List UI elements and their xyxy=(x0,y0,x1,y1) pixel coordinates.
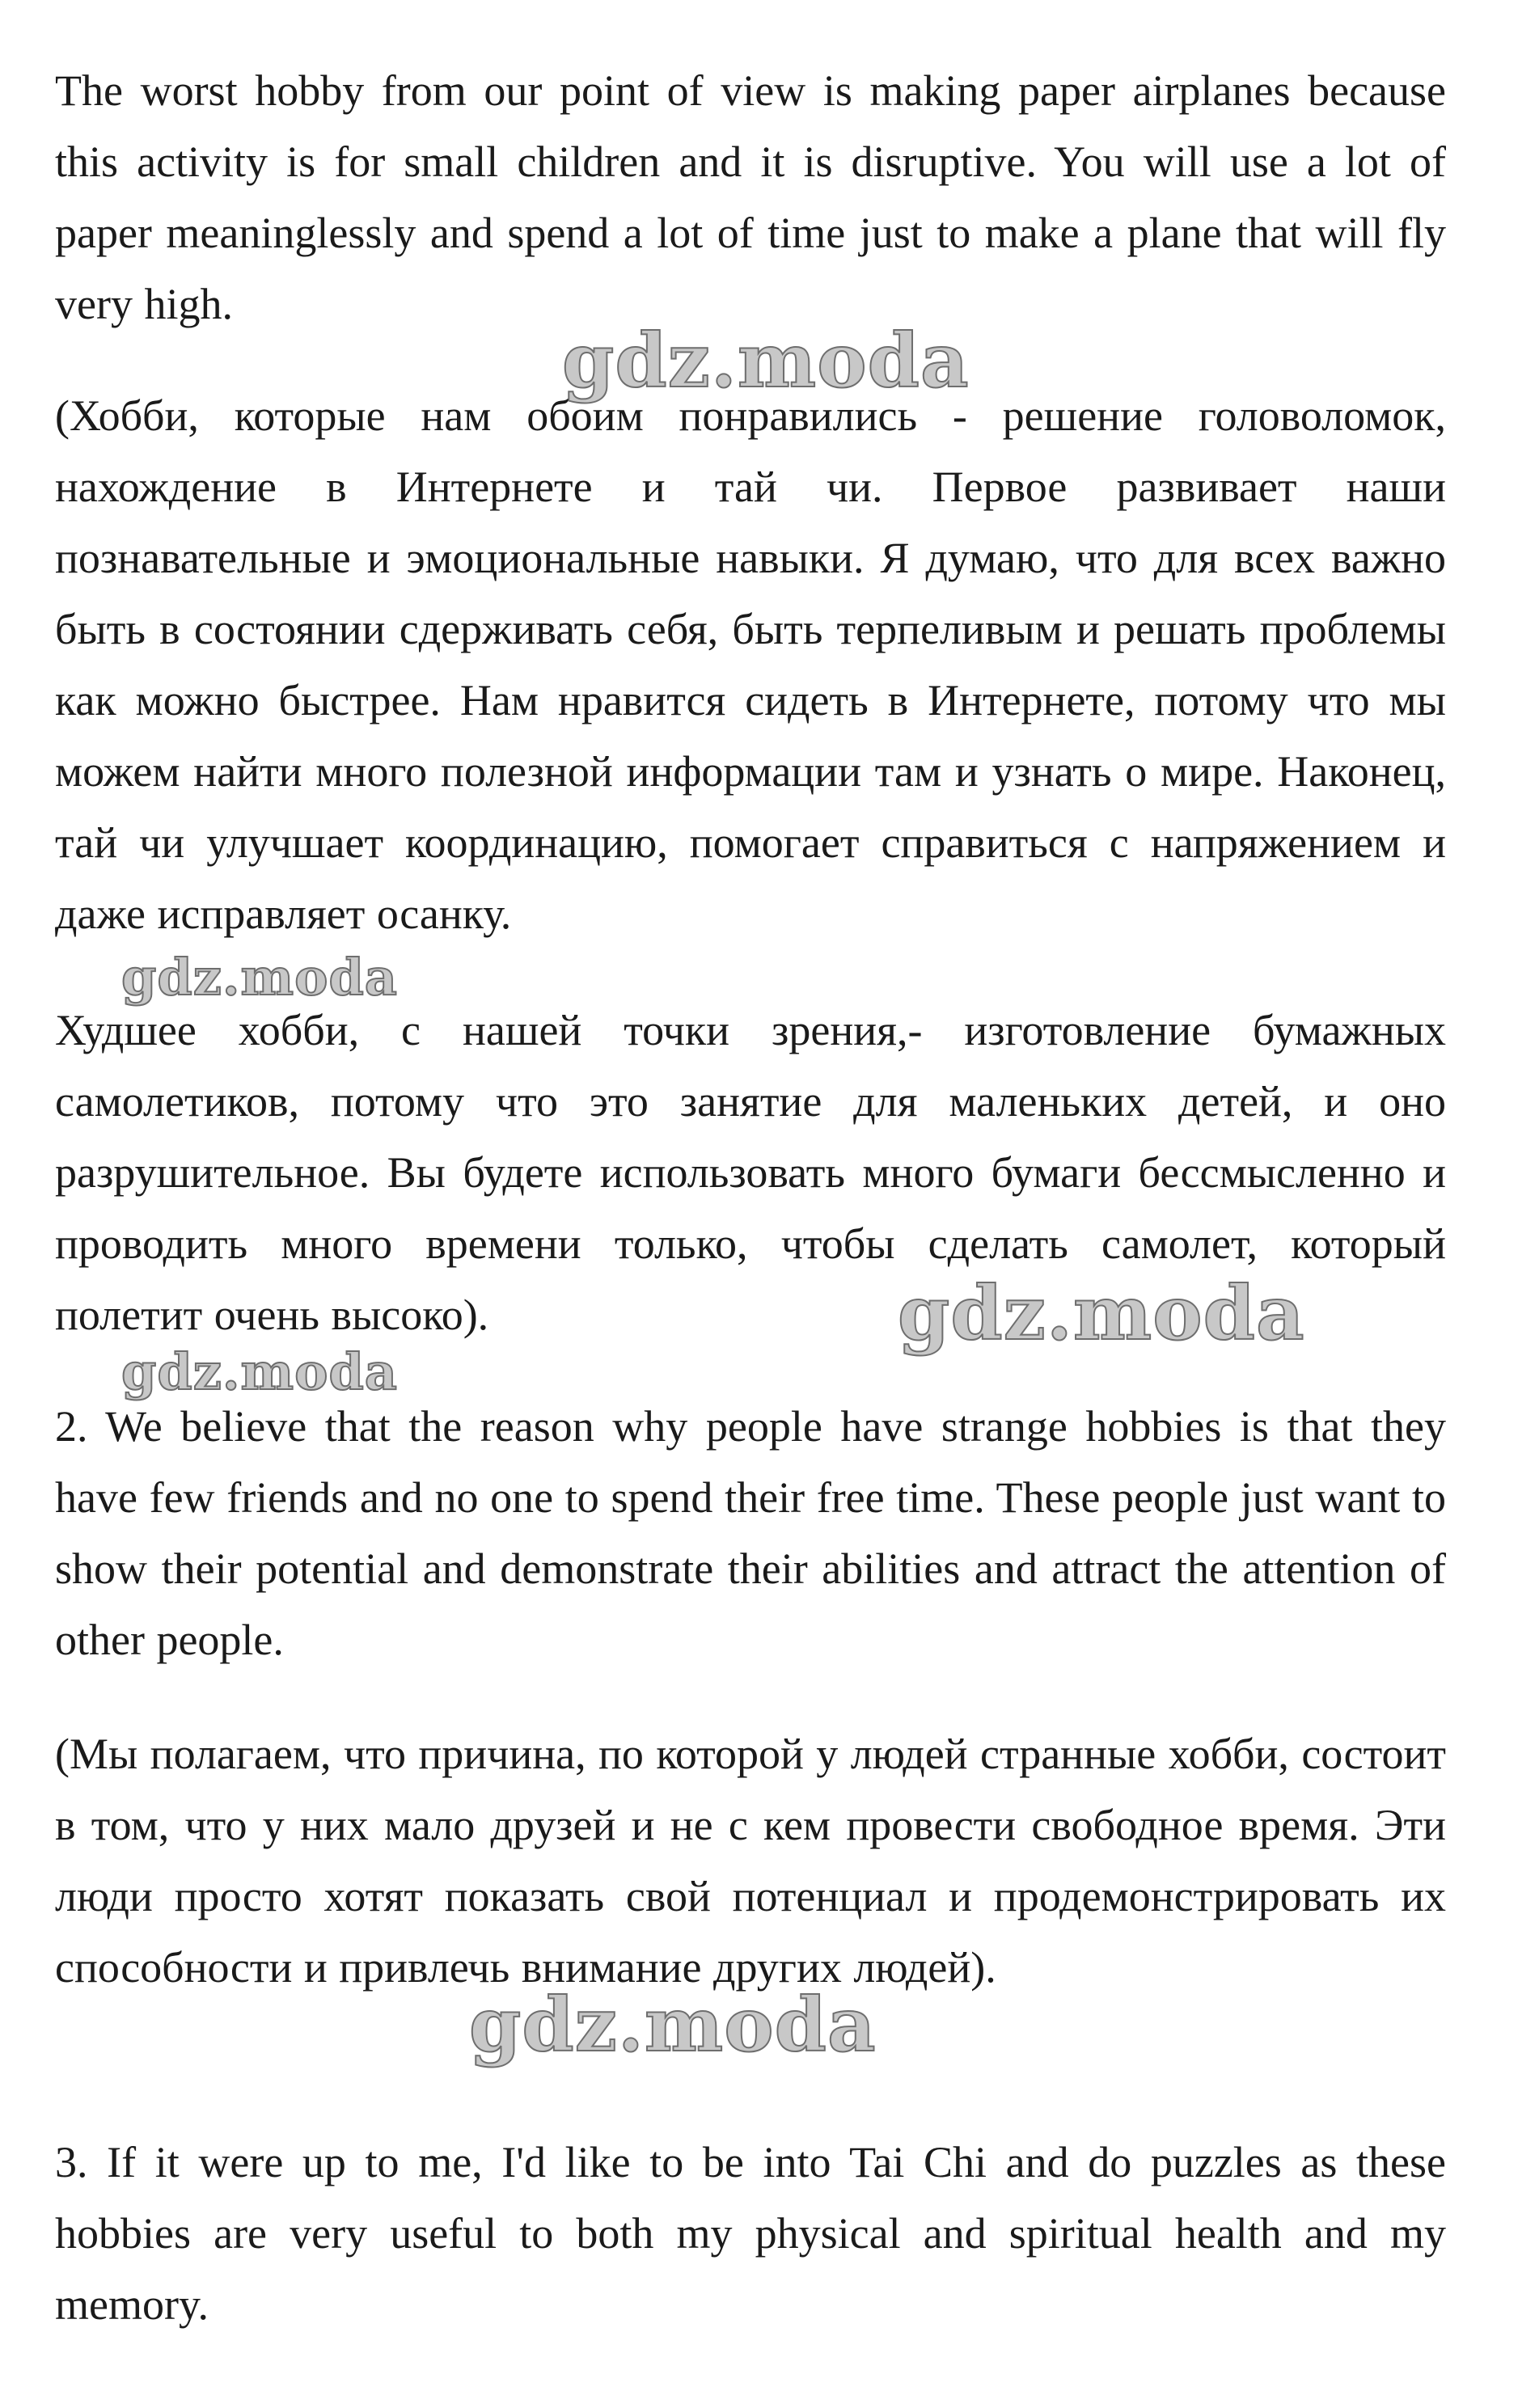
paragraph-answer-2-russian: (Мы полагаем, что причина, по которой у людей странные хобби, состоит в том, что у них мало друзей и не с кем провести свободное время. Эти люди просто хотят показать свой потенциал и продемонстрировать их способности и привлечь внимание других людей). xyxy=(55,1730,1446,1992)
paragraph-answer-2-english: 2. We believe that the reason why people have strange hobbies is that they have few friends and no one to spend their free time. These people just want to show their potential and demonstrate their abilities and attract the attention of other people. xyxy=(55,1402,1446,1664)
watermark-logo: gdz.moda xyxy=(469,1981,877,2068)
paragraph-worst-hobby-russian: Худшее хобби, с нашей точки зрения,- изготовление бумажных самолетиков, потому что это занятие для маленьких детей, и оно разрушительное. Вы будете использовать много бумаги бессмысленно и проводить много времени только, чтобы сделать самолет, который полетит очень высоко). xyxy=(55,1006,1446,1339)
watermark-logo: gdz.moda xyxy=(898,1269,1305,1357)
paragraph-liked-hobbies-russian: (Хобби, которые нам обоим понравились - решение головоломок, нахождение в Интернете и тай чи. Первое развивает наши познавательные и эмоциональные навыки. Я думаю, что для всех важно быть в состоянии сдерживать себя, быть терпеливым и решать проблемы как можно быстрее. Нам нравится сидеть в Интернете, потому что мы можем найти много полезной информации там и узнать о мире. Наконец, тай чи улучшает координацию, помогает справиться с напряжением и даже исправляет осанку. xyxy=(55,391,1446,938)
watermark-logo: gdz.moda xyxy=(121,1342,398,1401)
paragraph-worst-hobby-english: The worst hobby from our point of view is making paper airplanes because this activity is for small children and it is disruptive. You will use a lot of paper meaninglessly and spend a lot of time just to make a plane that will fly very high. xyxy=(55,66,1446,328)
watermark-logo: gdz.moda xyxy=(121,948,398,1007)
paragraph-answer-3-english: 3. If it were up to me, I'd like to be into Tai Chi and do puzzles as these hobbies are very useful to both my physical and spiritual health and my memory. xyxy=(55,2138,1446,2329)
watermark-logo: gdz.moda xyxy=(562,317,970,404)
